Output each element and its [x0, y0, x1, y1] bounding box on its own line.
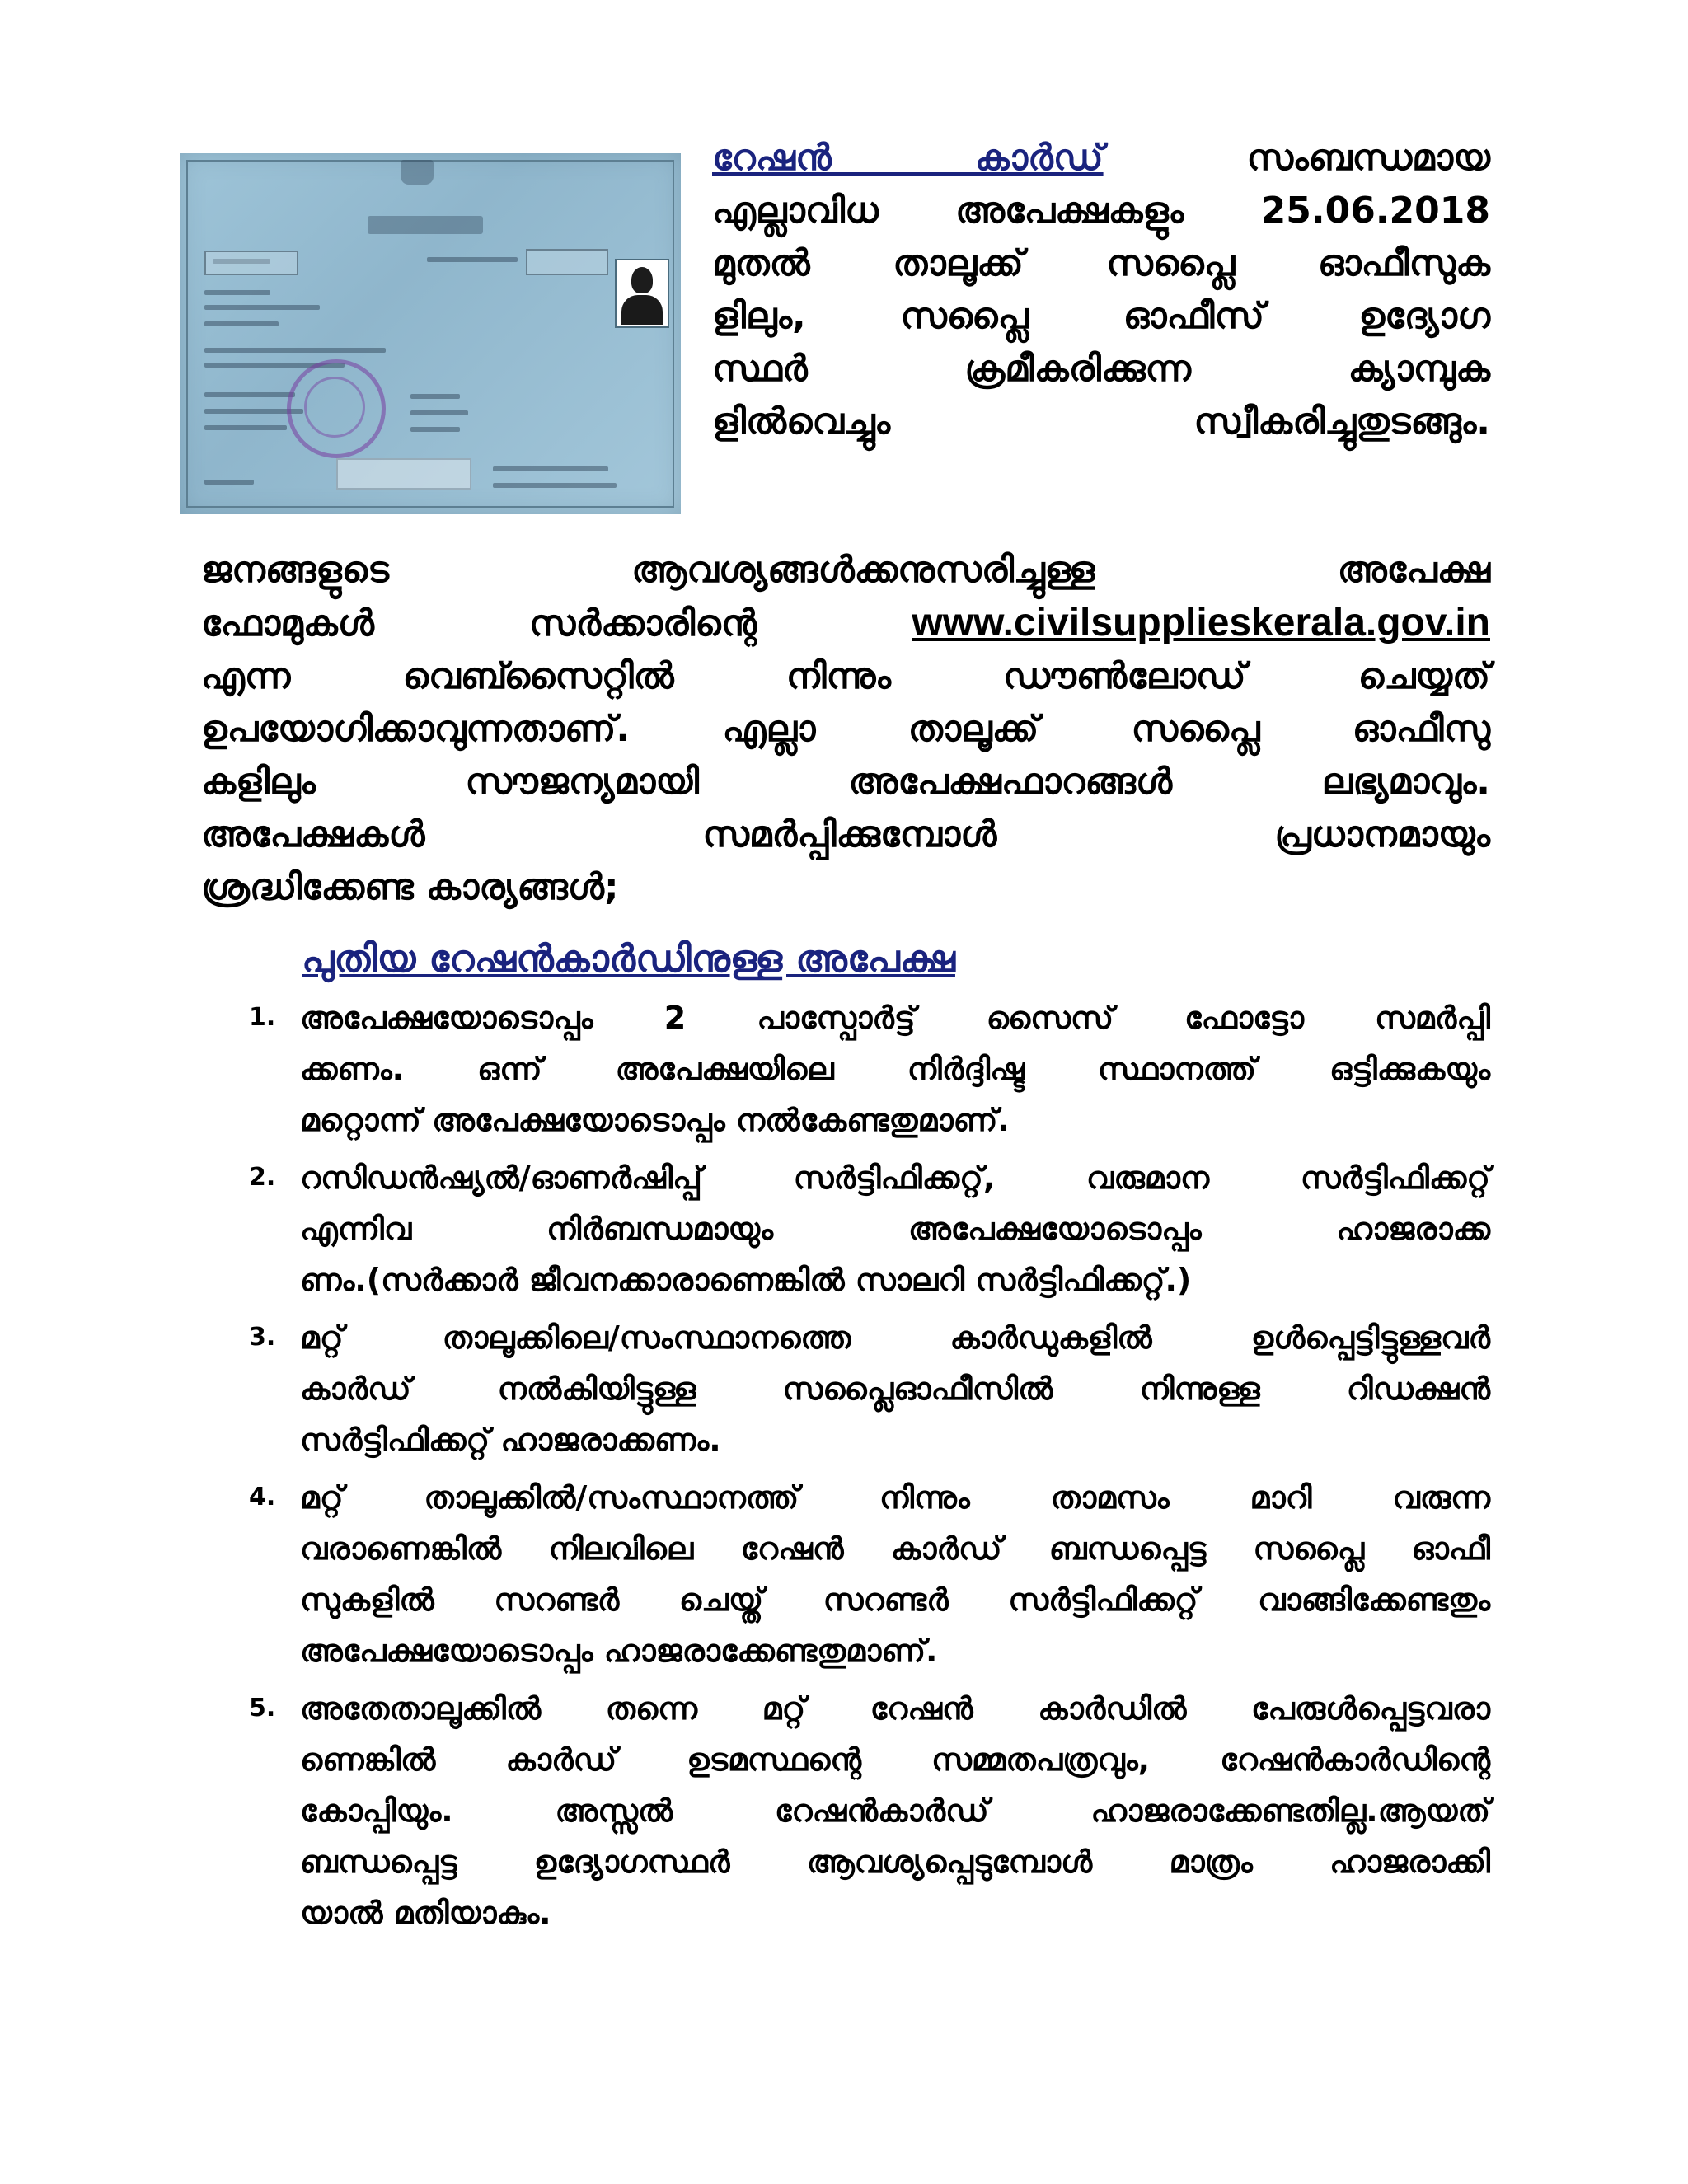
item-line: അപേക്ഷയോടൊപ്പം ഹാജരാക്കേണ്ടതുമാണ്. — [300, 1633, 938, 1669]
card-text-line — [204, 392, 295, 397]
card-blurred-box — [336, 458, 471, 490]
item-line: കോപ്പിയും. അസ്സൽ റേഷൻകാർഡ് ഹാജരാക്കേണ്ടതില്ല.ആയത് — [300, 1793, 1490, 1829]
main-line-1: ജനങ്ങളുടെ ആവശ്യങ്ങൾക്കനുസരിച്ചുള്ള അപേക്ഷ — [201, 549, 1490, 591]
card-text-line — [410, 410, 468, 415]
website-link[interactable]: www.civilsupplieskerala.gov.in — [912, 601, 1490, 644]
intro-line-2: എല്ലാവിധ അപേക്ഷകളും 25.06.2018 — [712, 190, 1490, 232]
item-line: സുകളിൽ സറണ്ടർ ചെയ്ത് സറണ്ടർ സർട്ടിഫിക്കറ്റ് വാങ്ങിക്കേണ്ടതും — [300, 1582, 1490, 1618]
main-line-2-text: ഫോമുകൾ സർക്കാരിന്റെ — [201, 602, 757, 644]
card-text-line — [427, 257, 518, 262]
item-line: മറ്റ് താലൂക്കിൽ/സംസ്ഥാനത്ത് നിന്നും താമസം മാറി വരുന്ന — [300, 1479, 1490, 1516]
item-line: യാൽ മതിയാകും. — [300, 1895, 551, 1931]
passport-photo — [615, 259, 669, 328]
item-line: മറ്റ് താലൂക്കിലെ/സംസ്ഥാനത്തെ കാർഡുകളിൽ ഉൾപ്പെട്ടിട്ടുള്ളവർ — [300, 1319, 1490, 1356]
item-number: 1. — [249, 1003, 276, 1032]
item-line: ക്കണം. ഒന്ന് അപേക്ഷയിലെ നിർദ്ദിഷ്ട സ്ഥാനത്ത് ഒട്ടിക്കുകയും — [300, 1051, 1490, 1087]
card-number-box — [204, 251, 298, 275]
ration-card-photo — [180, 153, 681, 514]
card-title-smudge — [368, 216, 483, 234]
main-line-3: എന്ന വെബ്സൈറ്റിൽ നിന്നും ഡൗൺലോഡ് ചെയ്യത് — [201, 655, 1490, 697]
card-text-line — [493, 466, 608, 471]
card-text-line — [493, 483, 617, 488]
card-border — [186, 160, 674, 508]
item-number: 3. — [249, 1323, 276, 1352]
card-text-line — [204, 425, 287, 430]
section-heading: പുതിയ റേഷൻകാർഡിനുള്ള അപേക്ഷ — [302, 936, 955, 981]
intro-line-1 — [712, 132, 1490, 185]
card-text-line — [204, 321, 279, 326]
item-line: ണെങ്കിൽ കാർഡ് ഉടമസ്ഥന്റെ സമ്മതപത്രവും, റേഷൻകാർഡിന്റെ — [300, 1741, 1490, 1778]
intro-line-5: സ്ഥർ ക്രമീകരിക്കുന്ന ക്യാമ്പുക — [712, 348, 1490, 390]
card-text-line — [410, 427, 460, 432]
requirements-list — [244, 992, 1490, 1945]
main-line-5: കളിലും സൗജന്യമായി അപേക്ഷഫാറങ്ങൾ ലഭ്യമാവും. — [201, 761, 1490, 803]
list-item — [244, 1152, 1490, 1305]
item-line: റസിഡൻഷ്യൽ/ഓണർഷിപ്പ് സർട്ടിഫിക്കറ്റ്, വരുമാന സർട്ടിഫിക്കറ്റ് — [300, 1160, 1490, 1196]
intro-line-6: ളിൽവെച്ചും സ്വീകരിച്ചുതുടങ്ങും. — [712, 401, 1490, 443]
list-item — [244, 1683, 1490, 1938]
item-line: ണം.(സർക്കാർ ജീവനക്കാരാണെങ്കിൽ സാലറി സർട്ടിഫിക്കറ്റ്.) — [300, 1262, 1192, 1298]
main-line-7: ശ്രദ്ധിക്കേണ്ട കാര്യങ്ങൾ; — [201, 866, 619, 908]
item-number: 2. — [249, 1163, 276, 1192]
item-line: കാർഡ് നൽകിയിട്ടുള്ള സപ്ലൈഓഫീസിൽ നിന്നുള്ള റിഡക്ഷൻ — [300, 1371, 1490, 1407]
main-line-4: ഉപയോഗിക്കാവുന്നതാണ്. എല്ലാ താലൂക്ക് സപ്ലൈ ഓഫീസു — [201, 708, 1490, 750]
main-paragraph — [201, 544, 1490, 914]
person-silhouette-body — [621, 295, 663, 325]
card-emblem — [401, 160, 434, 185]
list-item — [244, 1472, 1490, 1676]
card-text-line — [204, 348, 386, 353]
list-item — [244, 992, 1490, 1146]
ration-card-title: റേഷൻ കാർഡ് — [712, 137, 1104, 179]
intro-line-4: ളിലും, സപ്ലൈ ഓഫീസ് ഉദ്യോഗ — [712, 295, 1490, 337]
item-line: അപേക്ഷയോടൊപ്പം 2 പാസ്പോർട്ട് സൈസ് ഫോട്ടോ സമർപ്പി — [300, 1000, 1490, 1036]
card-field-box — [526, 249, 608, 275]
item-line: വരാണെങ്കിൽ നിലവിലെ റേഷൻ കാർഡ് ബന്ധപ്പെട്ട സപ്ലൈ ഓഫീ — [300, 1530, 1491, 1567]
item-number: 5. — [249, 1694, 276, 1722]
card-text-line — [204, 480, 254, 485]
item-line: എന്നിവ നിർബന്ധമായും അപേക്ഷയോടൊപ്പം ഹാജരാക്ക — [300, 1211, 1490, 1247]
person-silhouette-head — [631, 267, 653, 293]
official-seal-stamp — [287, 359, 386, 458]
item-line: അതേതാലൂക്കിൽ തന്നെ മറ്റ് റേഷൻ കാർഡിൽ പേരുൾപ്പെട്ടവരാ — [300, 1690, 1490, 1727]
intro-paragraph — [712, 132, 1490, 448]
card-text-line — [204, 290, 270, 295]
item-line: മറ്റൊന്ന് അപേക്ഷയോടൊപ്പം നൽകേണ്ടതുമാണ്. — [300, 1102, 1010, 1138]
list-item — [244, 1312, 1490, 1465]
item-line: സർട്ടിഫിക്കറ്റ് ഹാജരാക്കണം. — [300, 1422, 721, 1458]
item-line: ബന്ധപ്പെട്ട ഉദ്യോഗസ്ഥർ ആവശ്യപ്പെടുമ്പോൾ മാത്രം ഹാജരാക്കി — [300, 1844, 1490, 1880]
card-text-line — [204, 305, 320, 310]
main-line-2 — [201, 597, 1490, 650]
intro-line-1-rest: സംബന്ധമായ — [1246, 137, 1490, 179]
card-text-line — [410, 394, 460, 399]
main-line-6: അപേക്ഷകൾ സമർപ്പിക്കുമ്പോൾ പ്രധാനമായും — [201, 813, 1490, 855]
item-number: 4. — [249, 1483, 276, 1511]
intro-line-3: മുതൽ താലൂക്ക് സപ്ലൈ ഓഫീസുക — [712, 242, 1490, 284]
